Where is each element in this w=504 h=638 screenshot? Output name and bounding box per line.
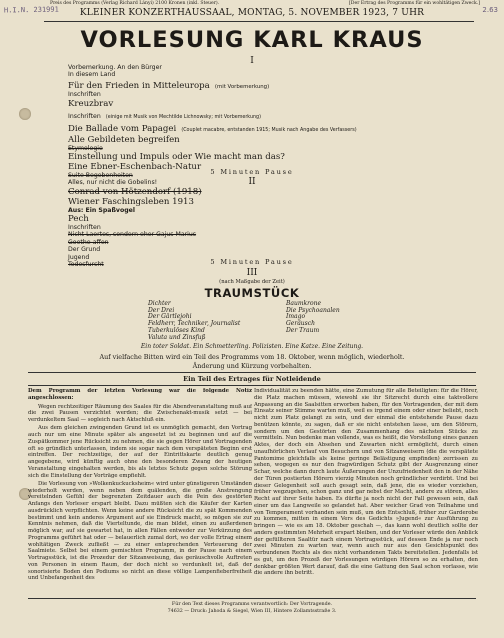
scene-item: Der Drei — [148, 306, 175, 314]
header-topline — [50, 1, 480, 6]
program-item-struck: Suite Begebenheiten — [68, 172, 133, 179]
program-item — [68, 121, 488, 136]
part-numeral: II — [248, 177, 256, 187]
archive-signature: H.I.N. 231991 — [3, 5, 59, 15]
changes-note: Änderung und Kürzung vorbehalten. — [192, 362, 312, 370]
notice-column-right — [254, 388, 478, 588]
scene-list-right — [286, 301, 340, 335]
scene-item: Geräusch — [286, 320, 315, 328]
page-number: 2.63 — [482, 6, 498, 14]
program-item: Alles, nur nicht die Gobelins! — [68, 179, 158, 186]
proceeds-heading: Ein Teil des Ertrages für Notleidende — [183, 375, 321, 383]
item-note: (mit Vorbemerkung) — [214, 84, 270, 90]
part-two-list — [68, 187, 488, 268]
scene-item: Dichter — [148, 300, 171, 307]
program-item: Alle Gebildeten begreifen — [68, 135, 180, 145]
item-title: Inschriften — [68, 112, 101, 120]
scene-item: Baumkrone — [286, 300, 322, 307]
notice-paragraph: Individualität zu beenden hätte, eine Zumutung für alle Beteiligten: für die Hörer, die Platz machen müssen, wiewohl sie ihr Sitzrecht durch eine taktvollere Anpassung an die Saalsitten erworben haben, für den Vortragenden, der mit dem Einsatz seiner Stimme warten muß, weil es irgend einem oder einer beliebt, noch nicht zum Platz gelangt zu sein, und der einmal die entstehende Pause dazu benützen könnte, zu sagen, daß er sie nicht entstehen lasse, um den Störern, sondern um den Gestörten den Zusammenhang des nächsten Stücks zu vermitteln. Nun bedenke man vollends, was es heißt, die Vorstellung eines ganzen Aktes, der doch ein Absehen und Zuwarten nicht ermöglicht, durch einen unaufhörlichen Verlauf von Besuchern und von Sitzanweisern (die die verspätete Pantomime gleichfalls als keine geringe Belästigung empfinden) zerrissen zu sehen, wogegen es nur den fragwürdigen Schutz gibt der Ausgrenzung einer Schar, welche dann durch laute Äußerungen der Unzufriedenheit den in der Nähe der Türen postierten Hörern vierzig Minuten noch gründlicher verdirbt. Und bei dieser Gelegenheit soll auch gesagt sein, daß jene, die es wieder vorziehen, früher wegzugehen, schon ganz und gar nebst der Macht, andere zu stören, alles Recht auf ihrer Seite haben. Es dürfte ja noch nicht der Fall gewesen sein, daß einer um das Langweile so gelandet hat. Aber weicher Grad von Teilnahme und von Temperament vorhanden sein muß, um den Entschluß, früher zur Garderobe zu kommen, mitten in einem Vers des Gedichts »Jugend« zur Ausführung zu bringen — wie es am 18. Oktober geschah —, das kann wohl deutlich sollte der anders gestimmten Mehrheit erspart bleiben, und der Vorleser würde den Anblick der gefüllteren Saaltür nach einem Vortragsstück, auf dessen Ende ja nur noch zwei Minuten zu warten war, wenn auch nur aus den Gesichtspunkt des verbundenen Rechts als des nicht vorhandenen Takts bereitstellen. Jedenfalls ist es gut, um den Prozeß der Vorlesungen würdigen Hörern so zu erhalten, den denkbar größten Wert darauf, daß die eine Gattung den Saal schon vorlasse, wie die andere ihn betritt. — [254, 388, 478, 577]
scene-item: Imago — [286, 313, 306, 321]
section-heading: TRAUMSTÜCK — [204, 286, 300, 300]
part-subtitle: (nach Maßgabe der Zeit) — [219, 279, 285, 285]
program-item: Kreuzbrav — [68, 98, 114, 109]
program-item: Eine Ebner-Eschenbach-Natur — [68, 162, 202, 172]
program-item: Wiener Faschingsleben 1913 — [68, 197, 194, 207]
proceeds-note: [Der Ertrag des Programms für ein wohltätigen Zweck.] — [349, 1, 480, 6]
program-item: Inschriften — [68, 224, 101, 231]
program-item-struck: Conrad von Hötzendorf (1918) — [68, 187, 202, 197]
program-item-struck: Nicht Laertes, sondern eher Gajus Marius — [68, 231, 197, 238]
part-numeral: III — [246, 268, 258, 278]
program-item — [68, 109, 488, 121]
divider — [28, 372, 476, 373]
footer-responsibility: Für den Text dieses Programms verantwortlich: Der Vortragende. — [171, 602, 333, 607]
program-item-struck: Etymologie — [68, 145, 103, 152]
program-item: Der Grund — [68, 246, 101, 253]
program-item: Aus: Ein Spaßvogel — [68, 207, 135, 214]
program-item: Pech — [68, 214, 89, 224]
footer-printer: 74632 — Druck: Jahoda & Siegel, Wien III, Hintere Zollamtsstraße 3. — [167, 609, 337, 614]
divider — [28, 385, 476, 386]
notice-column-left — [28, 388, 252, 588]
item-title: Für den Frieden in Mitteleuropa — [68, 81, 210, 91]
notice-heading: Dem Programm der letzten Vorlesung war die folgende Notiz angeschlossen: — [28, 388, 252, 401]
venue-line: KLEINER KONZERTHAUSSAAL, MONTAG, 5. NOVEMBER 1923, 7 UHR — [79, 8, 425, 18]
program-item — [68, 78, 488, 92]
notice-paragraph: Die Vorlesung von »Wolkenkuckucksheim« wird unter günstigeren Umständen wiederholt werden, wenn neben dem quälenden, die große Anstrengung vereitelnden Gefühl der begrenzten Zeitdauer auch die Pein des gestörten Anfangs den Vorleser erspart bleibt. Dazu müßten sich die Käufer der Karten ausdrücklich verpflichten. Wenn keine andere Rücksicht die zu spät Kommenden bestimmt und kein anderes Argument auf sie Eindruck macht, so mögen sie zur Kenntnis nehmen, daß die Vierteltunde, die man bildet, einen zu außerdenen möglich war, auf sie gewartet hat, in allen Fällen entweder zur Verkürzung des Programms geführt hat oder — belauerlich zumal dort, wo der volle Ertrag einem wohltätigen Zweck zufließt — zu einer entsprechenden Verteuerung der Saalmiete. Selbst bei einem gemischten Programm, in der Pause nach einem Vortragsstück, ist die Prozedur der Sitzanweisung, das geräuschvolle Auftreten von Personen in einem Raum, der doch nicht so verdunkelt ist, daß der sonorisierte Boden den Podiums so nicht an diese völlige Lampenfieberfreiheit und Unbefangenheit des — [28, 480, 252, 582]
program-item-struck: Goethe-affen — [68, 238, 109, 246]
scene-closing: Ein toter Soldat. Ein Schmetterling. Polizisten. Eine Katze. Eine Zeitung. — [140, 343, 364, 350]
scene-item: Tuberkulöses Kind — [148, 326, 205, 334]
program-item-struck: Todesfurcht — [68, 260, 104, 268]
part-numeral: I — [250, 56, 254, 66]
price-note: Preis des Programms (Verlag Richard Lányi) 2100 Kronen (inkl. Steuer). — [50, 1, 220, 6]
item-note: (einige mit Musik von Mechtilde Lichnowsky; mit Vorbemerkung) — [105, 114, 261, 120]
program-item: Jugend — [68, 253, 90, 261]
page-title: VORLESUNG KARL KRAUS — [80, 27, 424, 53]
program-item: In diesem Land — [68, 70, 116, 78]
program-item: Inschriften — [68, 91, 101, 98]
scene-item: Valuta und Zinsfuß — [148, 333, 206, 341]
item-note: (Couplet macabre, entstanden 1915; Musik nach Angabe des Verfassers) — [181, 127, 357, 133]
notice-paragraph: Wegen rechtzeitiger Räumung des Saales für die Abendveranstaltung muß auf die zwei Pausen verzichtet werden; die Zwischenakt-musik setzt — bei verdunkeltem Saal — sogleich nach Aktschluß ein. — [28, 403, 252, 423]
program-item: Einstellung und Impuls oder Wie macht man das? — [68, 152, 285, 162]
program-item: Vorbemerkung. An den Bürger — [68, 64, 162, 71]
punch-hole — [19, 108, 31, 120]
pause-line: 5 Minuten Pause — [210, 168, 294, 176]
request-note: Auf vielfache Bitten wird ein Teil des Programms vom 18. Oktober, wenn möglich, wiederholt. — [99, 353, 405, 361]
divider — [44, 21, 474, 22]
notice-paragraph: Aus dem gleichen zwingenden Grund ist es unmöglich gemacht, den Vortrag auch nur um eine Minute später als angesetzt ist zu beginnen und auf die Zuspätkommer jene Rücksicht zu nehmen, die sie gegen Hörer und Vortragenden oft so gründlich unterlassen, indem sie sogar nach dem verspäteten Beginn erst eintreffen. Der rechtzeitige, der auf der Eintrittskarte deutlich genug angegebene, wird künftig auch ohne den besonderen Zwang der heutigen Veranstaltung eingehalten werden, bis als letztes Schutz gegen solche Störung sich die Einstellung der Vorträge empfiehlt. — [28, 425, 252, 479]
scene-item: Die Psychoanalen — [286, 306, 340, 314]
scene-item: Der Traum — [286, 326, 320, 334]
scene-item: Der Gärtlejohi — [148, 313, 192, 321]
divider — [28, 598, 476, 599]
item-title: Die Ballade vom Papagei — [68, 123, 177, 134]
scene-item: Feldherr, Techniker, Journalist — [148, 320, 241, 328]
scene-list-left — [148, 301, 240, 341]
pause-line: 5 Minuten Pause — [210, 258, 294, 266]
